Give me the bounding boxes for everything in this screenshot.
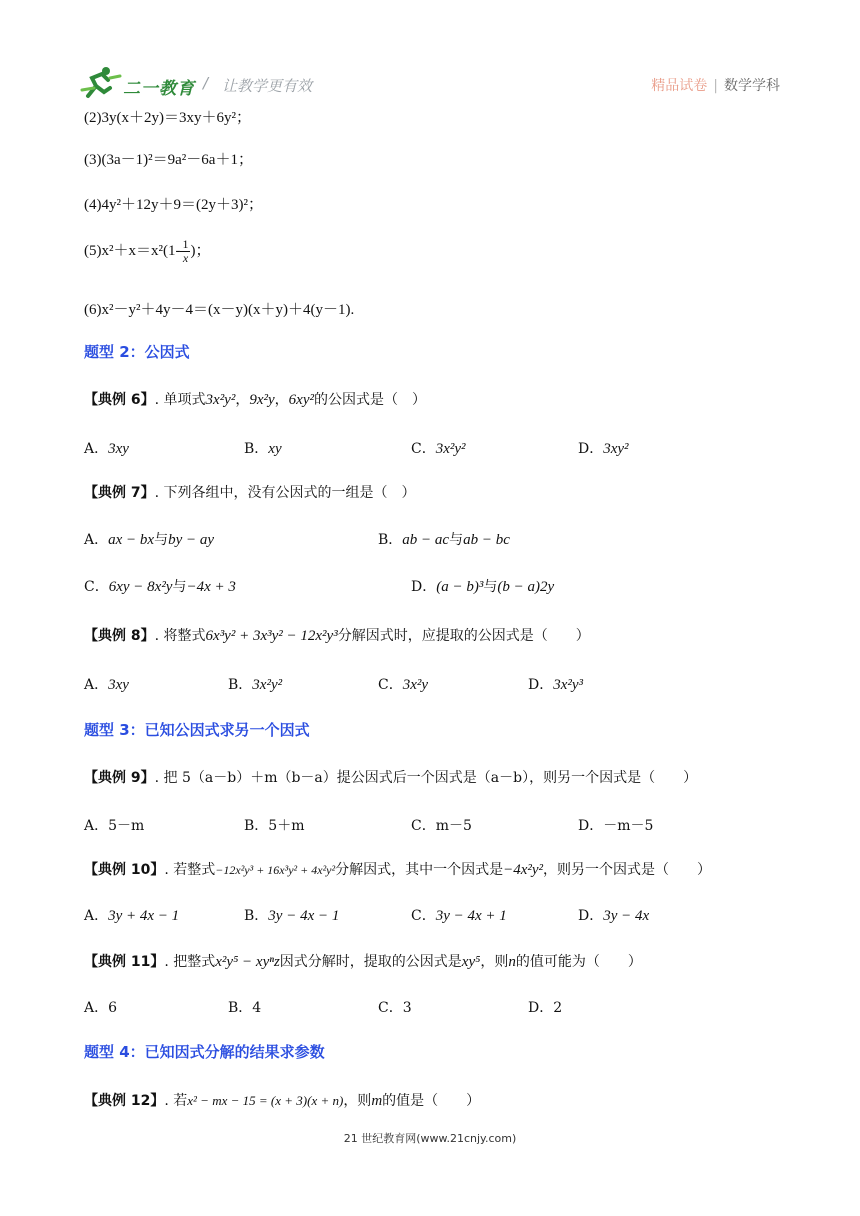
- option-value: 2: [553, 1000, 563, 1016]
- question-tag: 【典例 6】: [84, 392, 155, 408]
- equation-line-4: (4)4y²＋12y＋9＝(2y＋3)²；: [84, 197, 263, 213]
- question-stem: ，则另一个因式是（ ）: [543, 862, 712, 878]
- option-value: ab − ac: [402, 532, 450, 548]
- fraction-numerator: 1: [182, 237, 189, 251]
- question-stem: . 若整式: [164, 862, 216, 878]
- option-label: A．: [84, 532, 109, 548]
- option-value: 3x²y: [402, 677, 429, 693]
- math-expr: x²y⁵ − xyⁿz: [215, 954, 280, 970]
- option-value: 3xy: [108, 441, 129, 457]
- header-right: [651, 75, 780, 95]
- math-expr: 6xy²: [288, 392, 314, 408]
- equation-line-5: [84, 238, 210, 265]
- option-label: B．: [244, 908, 269, 924]
- equation-line-5-pre: (5)x²＋x＝x²(1-: [84, 242, 181, 259]
- option-d[interactable]: [578, 905, 649, 925]
- option-value: 3xy: [108, 677, 129, 693]
- math-expr: 3x²y²: [205, 392, 236, 408]
- math-expr: 6x³y² + 3x³y² − 12x²y³: [205, 628, 338, 644]
- option-d[interactable]: [528, 674, 583, 694]
- question-stem: ，则: [343, 1093, 372, 1109]
- question-tag: 【典例 8】: [84, 628, 155, 644]
- option-value: 3y + 4x − 1: [108, 908, 180, 924]
- option-d[interactable]: [578, 438, 629, 458]
- question-stem: . 若: [164, 1093, 188, 1109]
- fraction-denominator: x: [182, 251, 189, 265]
- option-value: 3: [402, 1000, 412, 1016]
- page-header: [0, 0, 860, 100]
- question-stem: . 单项式: [154, 392, 206, 408]
- option-label: A．: [84, 677, 109, 693]
- question-tag: 【典例 11】: [84, 954, 165, 970]
- option-d[interactable]: [578, 815, 653, 835]
- option-value: xy: [268, 441, 282, 457]
- option-label: D．: [528, 677, 554, 693]
- option-value: −4x + 3: [186, 579, 236, 595]
- option-value: 3x²y²: [252, 677, 283, 693]
- option-b[interactable]: [378, 529, 510, 549]
- math-expr: xy⁵: [461, 954, 481, 970]
- option-conjunction: 与: [154, 532, 169, 548]
- option-value: (b − a)2y: [497, 579, 555, 595]
- question-11: [84, 951, 642, 971]
- option-a[interactable]: [84, 815, 144, 835]
- option-label: B．: [244, 441, 269, 457]
- option-label: C．: [84, 579, 109, 595]
- page-footer: 21 世纪教育网(www.21cnjy.com): [343, 1132, 517, 1145]
- question-stem: . 把 5（a－b）＋m（b－a）提公因式后一个因式是（a－b），则另一个因式是（ ）: [154, 770, 698, 786]
- option-value: ax − bx: [108, 532, 155, 548]
- option-label: A．: [84, 908, 109, 924]
- equation-line-2: (2)3y(x＋2y)＝3xy＋6y²；: [84, 110, 251, 126]
- option-b[interactable]: [244, 438, 282, 458]
- option-b[interactable]: [228, 997, 261, 1017]
- option-value: 6xy − 8x²y: [108, 579, 173, 595]
- question-12: [84, 1090, 480, 1110]
- option-b[interactable]: [244, 905, 339, 925]
- option-a[interactable]: [84, 905, 179, 925]
- question-tag: 【典例 7】: [84, 485, 155, 501]
- option-value: 3y − 4x: [603, 908, 650, 924]
- math-expr: x² − mx − 15 = (x + 3)(x + n): [187, 1093, 344, 1108]
- question-stem: ，则: [480, 954, 509, 970]
- option-value: 3x²y²: [435, 441, 466, 457]
- option-label: C．: [411, 818, 436, 834]
- option-label: C．: [378, 677, 403, 693]
- header-separator: |: [713, 78, 718, 94]
- question-stem: . 将整式: [154, 628, 206, 644]
- option-value: 4: [252, 1000, 262, 1016]
- math-expr: −4x²y²: [503, 862, 544, 878]
- equation-line-3: (3)(3a－1)²＝9a²－6a＋1；: [84, 152, 253, 168]
- equation-line-6: (6)x²－y²＋4y－4＝(x－y)(x＋y)＋4(y－1).: [84, 302, 355, 318]
- header-quality-label: 精品试卷: [651, 78, 708, 94]
- math-var: m: [371, 1093, 383, 1109]
- option-label: D．: [578, 908, 604, 924]
- math-var: n: [508, 954, 516, 970]
- option-value: 6: [108, 1000, 118, 1016]
- option-b[interactable]: [228, 674, 282, 694]
- option-label: D．: [578, 818, 604, 834]
- option-label: C．: [411, 908, 436, 924]
- option-a[interactable]: [84, 997, 117, 1017]
- equation-line-5-post: )；: [190, 242, 211, 259]
- option-label: D．: [411, 579, 437, 595]
- option-label: B．: [228, 677, 253, 693]
- math-expr: 9x²y: [249, 392, 275, 408]
- option-label: B．: [378, 532, 403, 548]
- section-title-3: 题型 3：已知公因式求另一个因式: [84, 721, 310, 739]
- question-tag: 【典例 12】: [84, 1093, 165, 1109]
- option-label: D．: [528, 1000, 554, 1016]
- option-label: D．: [578, 441, 604, 457]
- question-stem: 的公因式是（ ）: [313, 392, 426, 408]
- option-c[interactable]: [411, 905, 507, 925]
- question-stem: . 把整式: [164, 954, 216, 970]
- fraction: [180, 238, 190, 265]
- option-value: 3y − 4x + 1: [435, 908, 507, 924]
- option-label: A．: [84, 1000, 109, 1016]
- option-value: －m－5: [603, 818, 654, 834]
- option-conjunction: 与: [483, 579, 498, 595]
- question-stem: 的值可能为（ ）: [515, 954, 642, 970]
- question-stem: . 下列各组中，没有公因式的一组是（ ）: [154, 485, 416, 501]
- runner-logo-icon: [80, 66, 122, 100]
- math-expr: −12x²y³ + 16x³y² + 4x²y²: [215, 863, 336, 877]
- question-9: [84, 767, 697, 787]
- option-c[interactable]: [411, 438, 466, 458]
- header-slash: /: [203, 74, 209, 92]
- question-stem: 因式分解时，提取的公因式是: [279, 954, 462, 970]
- option-c[interactable]: [378, 674, 428, 694]
- question-stem: 的值是（ ）: [382, 1093, 481, 1109]
- option-d[interactable]: [411, 576, 554, 596]
- question-tag: 【典例 9】: [84, 770, 155, 786]
- question-stem: ，: [274, 392, 289, 408]
- header-subject-label: 数学学科: [724, 78, 780, 94]
- option-a[interactable]: [84, 529, 214, 549]
- option-value: 3x²y³: [553, 677, 584, 693]
- option-value: (a − b)³: [436, 579, 484, 595]
- question-stem: 分解因式，其中一个因式是: [335, 862, 504, 878]
- option-label: C．: [378, 1000, 403, 1016]
- question-8: [84, 625, 590, 645]
- option-label: B．: [228, 1000, 253, 1016]
- option-value: by − ay: [168, 532, 214, 548]
- option-label: B．: [244, 818, 269, 834]
- option-c[interactable]: [378, 997, 412, 1017]
- option-label: A．: [84, 441, 109, 457]
- option-value: 3xy²: [603, 441, 629, 457]
- option-a[interactable]: [84, 674, 129, 694]
- question-7: [84, 482, 416, 502]
- option-value: 5＋m: [268, 818, 305, 834]
- question-tag: 【典例 10】: [84, 862, 165, 878]
- option-a[interactable]: [84, 438, 129, 458]
- option-label: C．: [411, 441, 436, 457]
- option-c[interactable]: [84, 576, 236, 596]
- section-title-4: 题型 4：已知因式分解的结果求参数: [84, 1043, 325, 1061]
- option-label: A．: [84, 818, 109, 834]
- brand-slogan: 让教学更有效: [222, 77, 313, 95]
- option-value: m－5: [435, 818, 472, 834]
- question-stem: 分解因式时，应提取的公因式是（ ）: [337, 628, 590, 644]
- option-conjunction: 与: [172, 579, 187, 595]
- question-stem: ，: [235, 392, 250, 408]
- option-d[interactable]: [528, 997, 562, 1017]
- option-value: ab − bc: [463, 532, 510, 548]
- option-conjunction: 与: [449, 532, 464, 548]
- brand-name: 二一教育: [123, 79, 195, 99]
- section-title-2: 题型 2：公因式: [84, 343, 190, 361]
- question-6: [84, 389, 426, 409]
- option-value: 5－m: [108, 818, 145, 834]
- question-10: [84, 859, 711, 879]
- option-b[interactable]: [244, 815, 304, 835]
- option-value: 3y − 4x − 1: [268, 908, 340, 924]
- option-c[interactable]: [411, 815, 472, 835]
